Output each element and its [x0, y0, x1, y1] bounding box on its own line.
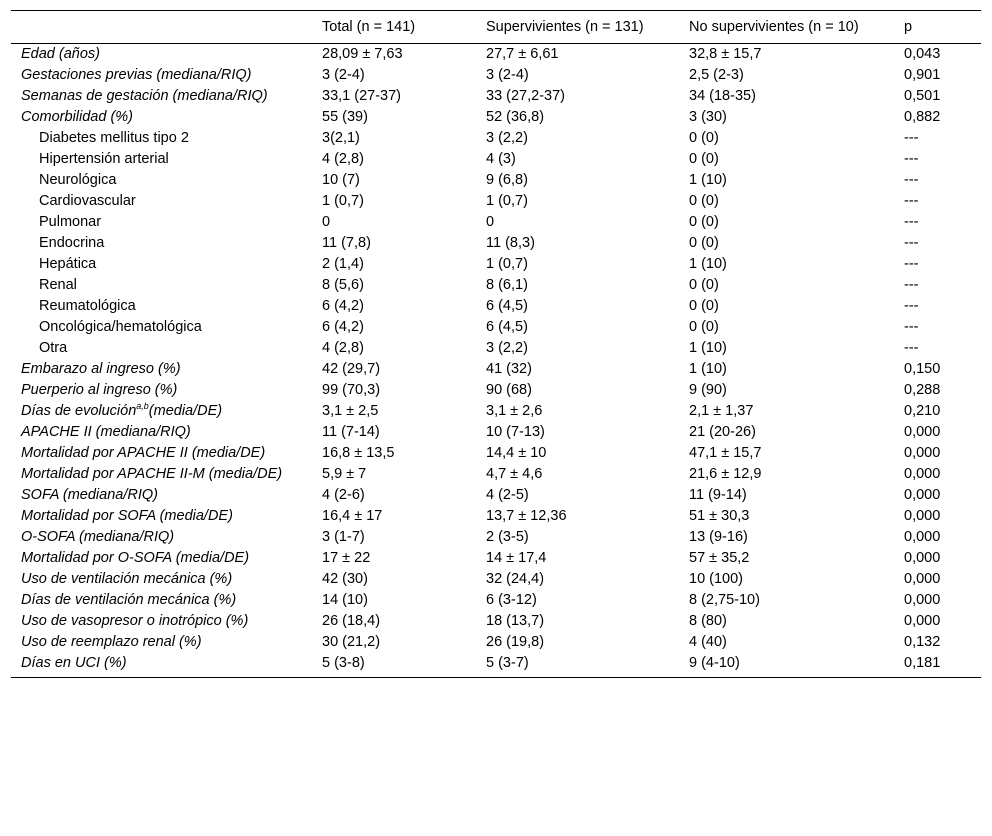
row-label	[11, 317, 313, 338]
cell-no-supervivientes: 0 (0)	[689, 277, 719, 293]
row-label	[11, 275, 313, 296]
cell-supervivientes: 1 (0,7)	[486, 193, 528, 209]
cell-total: 42 (29,7)	[322, 361, 381, 377]
table-row	[11, 485, 981, 506]
cell-no-supervivientes: 0 (0)	[689, 235, 719, 251]
row-label-text: Mortalidad por APACHE II-M (media/DE)	[21, 466, 283, 482]
row-label-text: Gestaciones previas (mediana/RIQ)	[21, 67, 252, 83]
row-label-suffix: (media/DE)	[148, 403, 223, 419]
table-row	[11, 401, 981, 422]
table-row	[11, 548, 981, 569]
cell-no-supervivientes: 10 (100)	[689, 571, 744, 587]
cell-total: 11 (7,8)	[322, 235, 371, 251]
cell-supervivientes: 4 (3)	[486, 151, 516, 167]
table-row	[11, 443, 981, 464]
cell-p-value: 0,132	[904, 634, 941, 650]
row-label-text: Neurológica	[39, 172, 117, 188]
table-row	[11, 296, 981, 317]
cell-total: 26 (18,4)	[322, 613, 381, 629]
row-label-text: Oncológica/hematológica	[39, 319, 202, 335]
table-header	[11, 11, 981, 44]
cell-supervivientes: 0	[486, 214, 495, 230]
cell-p-value: 0,000	[904, 508, 941, 524]
cell-supervivientes: 32 (24,4)	[486, 571, 545, 587]
cell-p-value: 0,000	[904, 550, 941, 566]
table-row	[11, 422, 981, 443]
cell-total: 14 (10)	[322, 592, 368, 608]
row-label	[11, 296, 313, 317]
cell-p-value: 0,150	[904, 361, 941, 377]
table-row	[11, 359, 981, 380]
cell-no-supervivientes: 0 (0)	[689, 151, 719, 167]
table-row	[11, 590, 981, 611]
cell-supervivientes: 6 (3-12)	[486, 592, 537, 608]
cell-no-supervivientes: 0 (0)	[689, 298, 719, 314]
cell-p-value: ---	[904, 340, 919, 356]
table-row	[11, 338, 981, 359]
cell-no-supervivientes: 9 (4-10)	[680, 653, 895, 678]
row-label	[11, 128, 313, 149]
cell-total: 42 (30)	[322, 571, 368, 587]
cell-no-supervivientes: 13 (9-16)	[689, 529, 748, 545]
cell-p-value: ---	[904, 172, 919, 188]
cell-total: 16,8 ± 13,5	[322, 445, 395, 461]
row-label-text: Uso de reemplazo renal (%)	[21, 634, 202, 650]
cell-no-supervivientes: 21,6 ± 12,9	[689, 466, 762, 482]
cell-supervivientes: 6 (4,5)	[486, 319, 528, 335]
cell-no-supervivientes: 2,5 (2-3)	[689, 67, 744, 83]
table-row	[11, 653, 981, 678]
cell-supervivientes: 3 (2,2)	[486, 130, 528, 146]
cell-supervivientes: 26 (19,8)	[486, 634, 545, 650]
cell-p-value: ---	[904, 130, 919, 146]
cell-supervivientes: 8 (6,1)	[486, 277, 528, 293]
cell-total: 0	[322, 214, 331, 230]
cell-supervivientes: 27,7 ± 6,61	[486, 46, 559, 62]
cell-supervivientes: 4 (2-5)	[486, 487, 529, 503]
cell-no-supervivientes: 0 (0)	[689, 130, 719, 146]
header-supervivientes: Supervivientes (n = 131)	[477, 11, 680, 44]
row-label	[11, 338, 313, 359]
cell-total: 8 (5,6)	[322, 277, 364, 293]
cell-p-value: 0,288	[904, 382, 941, 398]
row-label	[11, 65, 313, 86]
cell-p-value: ---	[904, 193, 919, 209]
cell-total: 5,9 ± 7	[322, 466, 367, 482]
header-p-value: p	[895, 11, 981, 44]
row-label	[11, 86, 313, 107]
cell-no-supervivientes: 1 (10)	[689, 256, 727, 272]
cell-total: 10 (7)	[322, 172, 360, 188]
cell-p-value: ---	[904, 298, 919, 314]
cell-p-value: 0,000	[904, 592, 941, 608]
row-label-text: Edad (años)	[21, 46, 100, 62]
row-label-text: APACHE II (mediana/RIQ)	[21, 424, 191, 440]
row-label-text: Semanas de gestación (mediana/RIQ)	[21, 88, 268, 104]
cell-no-supervivientes: 3 (30)	[689, 109, 727, 125]
cell-p-value: ---	[904, 277, 919, 293]
cell-p-value: 0,181	[895, 653, 981, 678]
cell-no-supervivientes: 21 (20-26)	[689, 424, 756, 440]
header-total: Total (n = 141)	[313, 11, 477, 44]
table-row	[11, 527, 981, 548]
row-label-text: Puerperio al ingreso (%)	[21, 382, 178, 398]
cell-total: 2 (1,4)	[322, 256, 364, 272]
row-label	[11, 590, 313, 611]
row-label	[11, 401, 313, 422]
row-label	[11, 632, 313, 653]
cell-p-value: 0,901	[904, 67, 941, 83]
cell-p-value: 0,882	[904, 109, 941, 125]
cell-supervivientes: 90 (68)	[486, 382, 532, 398]
row-label	[11, 548, 313, 569]
cell-p-value: ---	[904, 319, 919, 335]
cell-total: 3,1 ± 2,5	[322, 403, 379, 419]
row-label-text: Mortalidad por APACHE II (media/DE)	[21, 445, 266, 461]
table-row	[11, 233, 981, 254]
cell-no-supervivientes: 2,1 ± 1,37	[689, 403, 754, 419]
row-label	[11, 527, 313, 548]
cell-supervivientes: 5 (3-7)	[477, 653, 680, 678]
cell-total: 1 (0,7)	[322, 193, 364, 209]
cell-p-value: 0,000	[904, 466, 941, 482]
header-row	[11, 11, 981, 44]
cell-no-supervivientes: 0 (0)	[689, 193, 719, 209]
row-label-text: Diabetes mellitus tipo 2	[39, 130, 189, 146]
row-label	[11, 44, 313, 66]
cell-supervivientes: 14,4 ± 10	[486, 445, 547, 461]
row-label-text: Comorbilidad (%)	[21, 109, 134, 125]
row-label-text: Hipertensión arterial	[39, 151, 169, 167]
cell-no-supervivientes: 51 ± 30,3	[689, 508, 750, 524]
cell-supervivientes: 14 ± 17,4	[486, 550, 547, 566]
row-label-text: Uso de ventilación mecánica (%)	[21, 571, 233, 587]
cell-no-supervivientes: 0 (0)	[689, 214, 719, 230]
cell-supervivientes: 41 (32)	[486, 361, 532, 377]
cell-total: 3(2,1)	[322, 130, 360, 146]
row-label	[11, 149, 313, 170]
cell-total: 4 (2-6)	[322, 487, 365, 503]
cell-total: 28,09 ± 7,63	[322, 46, 403, 62]
cell-supervivientes: 3,1 ± 2,6	[486, 403, 543, 419]
footnote-marker: a,b	[136, 401, 149, 411]
cell-no-supervivientes: 11 (9-14)	[689, 487, 747, 503]
table-row	[11, 632, 981, 653]
cell-p-value: 0,000	[904, 487, 941, 503]
clinical-data-table	[11, 10, 981, 678]
row-label	[11, 443, 313, 464]
cell-supervivientes: 18 (13,7)	[486, 613, 545, 629]
cell-supervivientes: 3 (2,2)	[486, 340, 528, 356]
row-label-text: SOFA (mediana/RIQ)	[21, 487, 158, 503]
row-label	[11, 653, 313, 678]
row-label-text: Renal	[39, 277, 77, 293]
row-label	[11, 506, 313, 527]
row-label-text: Embarazo al ingreso (%)	[21, 361, 181, 377]
row-label-text: Reumatológica	[39, 298, 136, 314]
cell-p-value: 0,000	[904, 613, 941, 629]
cell-p-value: ---	[904, 256, 919, 272]
cell-p-value: 0,000	[904, 424, 941, 440]
row-label-text: Mortalidad por O-SOFA (media/DE)	[21, 550, 250, 566]
cell-no-supervivientes: 1 (10)	[689, 361, 727, 377]
row-label	[11, 191, 313, 212]
row-label	[11, 170, 313, 191]
cell-total: 99 (70,3)	[322, 382, 381, 398]
cell-no-supervivientes: 8 (80)	[689, 613, 727, 629]
cell-total: 3 (2-4)	[322, 67, 365, 83]
row-label-text: Hepática	[39, 256, 97, 272]
cell-p-value: 0,000	[904, 529, 941, 545]
cell-total: 33,1 (27-37)	[322, 88, 401, 104]
cell-p-value: 0,210	[904, 403, 941, 419]
row-label	[11, 422, 313, 443]
cell-supervivientes: 10 (7-13)	[486, 424, 545, 440]
row-label	[11, 464, 313, 485]
cell-no-supervivientes: 0 (0)	[689, 319, 719, 335]
table-row	[11, 107, 981, 128]
cell-supervivientes: 3 (2-4)	[486, 67, 529, 83]
table-body	[11, 44, 981, 678]
row-label	[11, 107, 313, 128]
table-row	[11, 128, 981, 149]
row-label	[11, 359, 313, 380]
table-row	[11, 170, 981, 191]
cell-supervivientes: 6 (4,5)	[486, 298, 528, 314]
cell-no-supervivientes: 9 (90)	[689, 382, 727, 398]
row-label	[11, 485, 313, 506]
cell-no-supervivientes: 8 (2,75-10)	[689, 592, 760, 608]
table-row	[11, 317, 981, 338]
cell-p-value: 0,043	[904, 46, 941, 62]
data-table-container	[11, 10, 981, 678]
row-label-text: Días de evolución	[21, 403, 137, 419]
cell-p-value: 0,501	[904, 88, 941, 104]
table-row	[11, 212, 981, 233]
cell-supervivientes: 52 (36,8)	[486, 109, 545, 125]
cell-supervivientes: 11 (8,3)	[486, 235, 535, 251]
table-row	[11, 86, 981, 107]
cell-total: 16,4 ± 17	[322, 508, 383, 524]
cell-no-supervivientes: 1 (10)	[689, 172, 727, 188]
table-row	[11, 464, 981, 485]
row-label-text: Otra	[39, 340, 68, 356]
table-row	[11, 44, 981, 66]
row-label-text: Días de ventilación mecánica (%)	[21, 592, 237, 608]
cell-total: 6 (4,2)	[322, 298, 364, 314]
cell-total: 17 ± 22	[322, 550, 371, 566]
cell-p-value: 0,000	[904, 571, 941, 587]
table-row	[11, 149, 981, 170]
row-label	[11, 233, 313, 254]
header-variable	[11, 11, 313, 44]
row-label	[11, 569, 313, 590]
row-label-text: O-SOFA (mediana/RIQ)	[21, 529, 175, 545]
cell-supervivientes: 33 (27,2-37)	[486, 88, 565, 104]
cell-supervivientes: 2 (3-5)	[486, 529, 529, 545]
table-row	[11, 380, 981, 401]
cell-supervivientes: 9 (6,8)	[486, 172, 528, 188]
cell-no-supervivientes: 57 ± 35,2	[689, 550, 750, 566]
cell-total: 4 (2,8)	[322, 151, 364, 167]
cell-total: 55 (39)	[322, 109, 368, 125]
cell-total: 6 (4,2)	[322, 319, 364, 335]
cell-p-value: ---	[904, 151, 919, 167]
cell-total: 4 (2,8)	[322, 340, 364, 356]
row-label	[11, 611, 313, 632]
cell-supervivientes: 1 (0,7)	[486, 256, 528, 272]
table-row	[11, 191, 981, 212]
cell-supervivientes: 4,7 ± 4,6	[486, 466, 543, 482]
row-label	[11, 380, 313, 401]
row-label-text: Cardiovascular	[39, 193, 136, 209]
table-row	[11, 254, 981, 275]
table-row	[11, 611, 981, 632]
header-no-supervivientes: No supervivientes (n = 10)	[680, 11, 895, 44]
cell-no-supervivientes: 4 (40)	[689, 634, 727, 650]
row-label	[11, 254, 313, 275]
row-label-text: Uso de vasopresor o inotrópico (%)	[21, 613, 249, 629]
row-label-text: Pulmonar	[39, 214, 102, 230]
cell-no-supervivientes: 47,1 ± 15,7	[689, 445, 762, 461]
table-row	[11, 506, 981, 527]
cell-no-supervivientes: 34 (18-35)	[689, 88, 756, 104]
cell-p-value: 0,000	[904, 445, 941, 461]
cell-total: 30 (21,2)	[322, 634, 381, 650]
cell-total: 11 (7-14)	[322, 424, 380, 440]
cell-no-supervivientes: 32,8 ± 15,7	[689, 46, 762, 62]
row-label-text: Endocrina	[39, 235, 105, 251]
row-label	[11, 212, 313, 233]
cell-p-value: ---	[904, 235, 919, 251]
cell-p-value: ---	[904, 214, 919, 230]
cell-total: 3 (1-7)	[322, 529, 365, 545]
cell-no-supervivientes: 1 (10)	[689, 340, 727, 356]
row-label-text: Mortalidad por SOFA (media/DE)	[21, 508, 233, 524]
cell-total: 5 (3-8)	[313, 653, 477, 678]
table-row	[11, 569, 981, 590]
cell-supervivientes: 13,7 ± 12,36	[486, 508, 567, 524]
table-row	[11, 65, 981, 86]
row-label-text: Días en UCI (%)	[21, 655, 127, 671]
table-row	[11, 275, 981, 296]
